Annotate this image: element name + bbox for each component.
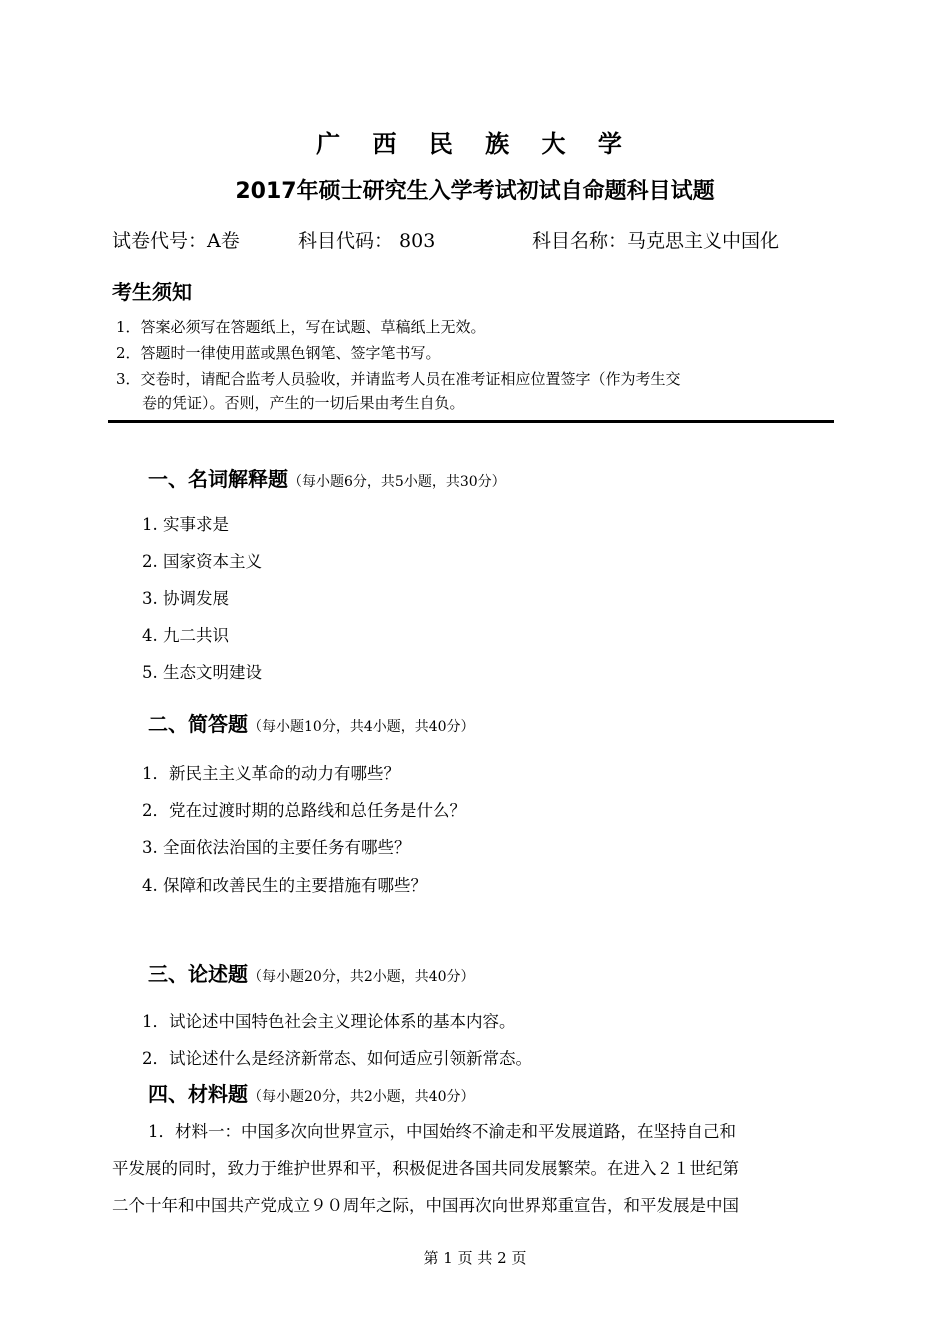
divider (108, 420, 834, 423)
section-title (148, 1078, 475, 1107)
paper-code: 试卷代号：A卷 (112, 230, 240, 252)
notice-heading: 考生须知 (112, 280, 192, 304)
question-item: 4. 保障和改善民生的主要措施有哪些？ (142, 876, 427, 895)
question-item: 3. 协调发展 (142, 589, 229, 608)
notice-item: 卷的凭证）。否则，产生的一切后果由考生自负。 (142, 394, 465, 412)
question-item: 4. 九二共识 (142, 626, 229, 645)
section-note: （每小题20分，共2小题，共40分） (248, 969, 475, 985)
page-number: 第 1 页 共 2 页 (423, 1249, 527, 1267)
university-name: 广 西 民 族 大 学 (316, 130, 634, 158)
section-title-text: 四、材料题 (148, 1082, 248, 1106)
subject-name: 科目名称：马克思主义中国化 (532, 230, 780, 252)
question-item: 3. 全面依法治国的主要任务有哪些？ (142, 838, 411, 857)
question-item: 1. 实事求是 (142, 515, 229, 534)
question-item: 2. 国家资本主义 (142, 552, 262, 571)
notice-item: 3．交卷时，请配合监考人员验收，并请监考人员在准考证相应位置签字（作为考生交 (116, 370, 681, 388)
question-item: 2．党在过渡时期的总路线和总任务是什么？ (142, 801, 466, 820)
section-title-text: 三、论述题 (148, 962, 248, 986)
section-title-text: 一、名词解释题 (148, 467, 288, 491)
material-paragraph-line: 1．材料一：中国多次向世界宣示，中国始终不渝走和平发展道路，在坚持自己和 (148, 1122, 736, 1141)
notice-item: 1．答案必须写在答题纸上，写在试题、草稿纸上无效。 (116, 318, 486, 336)
material-paragraph-line: 平发展的同时，致力于维护世界和平，积极促进各国共同发展繁荣。在进入２１世纪第 (112, 1159, 739, 1178)
section-note: （每小题6分，共5小题，共30分） (288, 474, 506, 490)
section-title (148, 708, 475, 737)
section-title (148, 958, 475, 987)
question-item: 1．试论述中国特色社会主义理论体系的基本内容。 (142, 1012, 516, 1031)
question-item: 5. 生态文明建设 (142, 663, 262, 682)
subject-code: 科目代码： 803 (298, 230, 436, 252)
exam-title: 2017年硕士研究生入学考试初试自命题科目试题 (235, 179, 715, 204)
section-note: （每小题10分，共4小题，共40分） (248, 719, 475, 735)
question-item: 2．试论述什么是经济新常态、如何适应引领新常态。 (142, 1049, 532, 1068)
material-paragraph-line: 二个十年和中国共产党成立９０周年之际，中国再次向世界郑重宣告，和平发展是中国 (112, 1196, 739, 1215)
question-item: 1．新民主主义革命的动力有哪些？ (142, 764, 400, 783)
section-title (148, 463, 506, 492)
section-note: （每小题20分，共2小题，共40分） (248, 1089, 475, 1105)
notice-item: 2．答题时一律使用蓝或黑色钢笔、签字笔书写。 (116, 344, 441, 362)
section-title-text: 二、简答题 (148, 712, 248, 736)
